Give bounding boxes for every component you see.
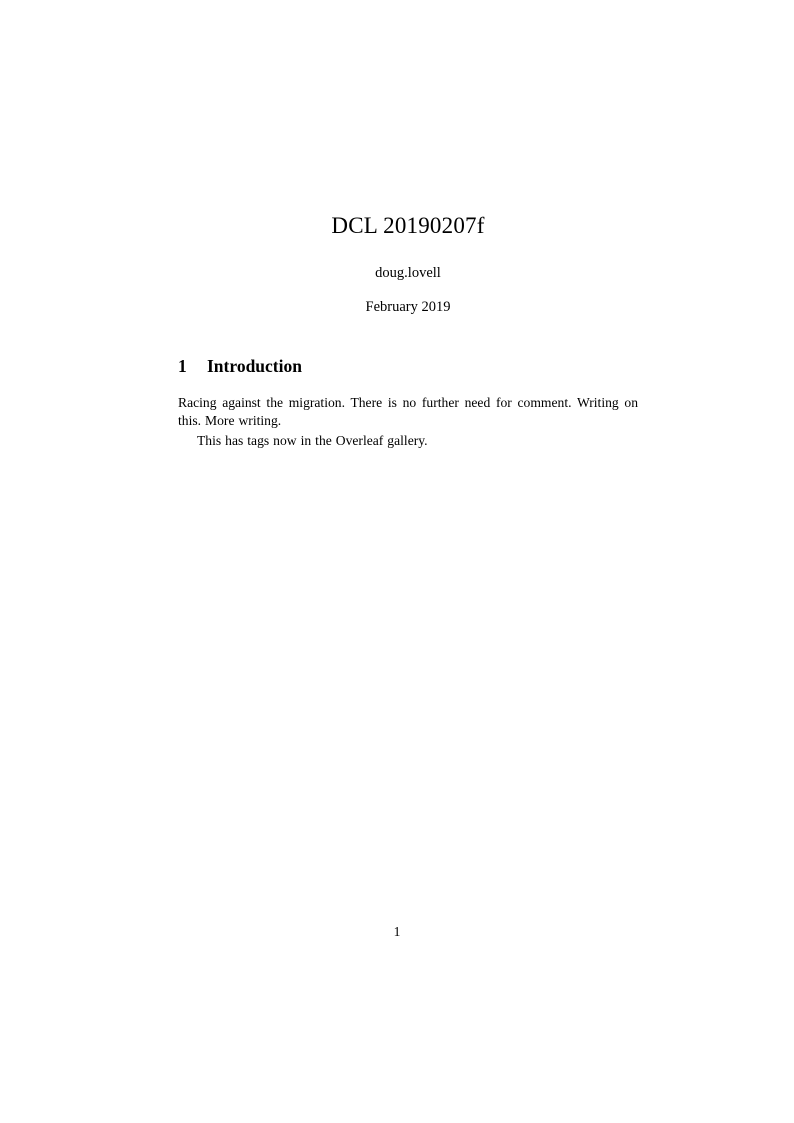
section-title: Introduction	[207, 356, 302, 377]
document-body	[178, 0, 638, 450]
section-number: 1	[178, 356, 187, 377]
document-date: February 2019	[365, 298, 451, 315]
section-heading-introduction	[178, 316, 638, 377]
page-number: 1	[393, 924, 401, 939]
page-title: DCL 20190207f	[331, 213, 485, 238]
document-author: doug.lovell	[375, 264, 441, 281]
paragraph: Racing against the migration. There is no further need for comment. Writing on this. More writing.	[178, 395, 638, 429]
paragraph: This has tags now in the Overleaf gallery.	[197, 433, 428, 449]
